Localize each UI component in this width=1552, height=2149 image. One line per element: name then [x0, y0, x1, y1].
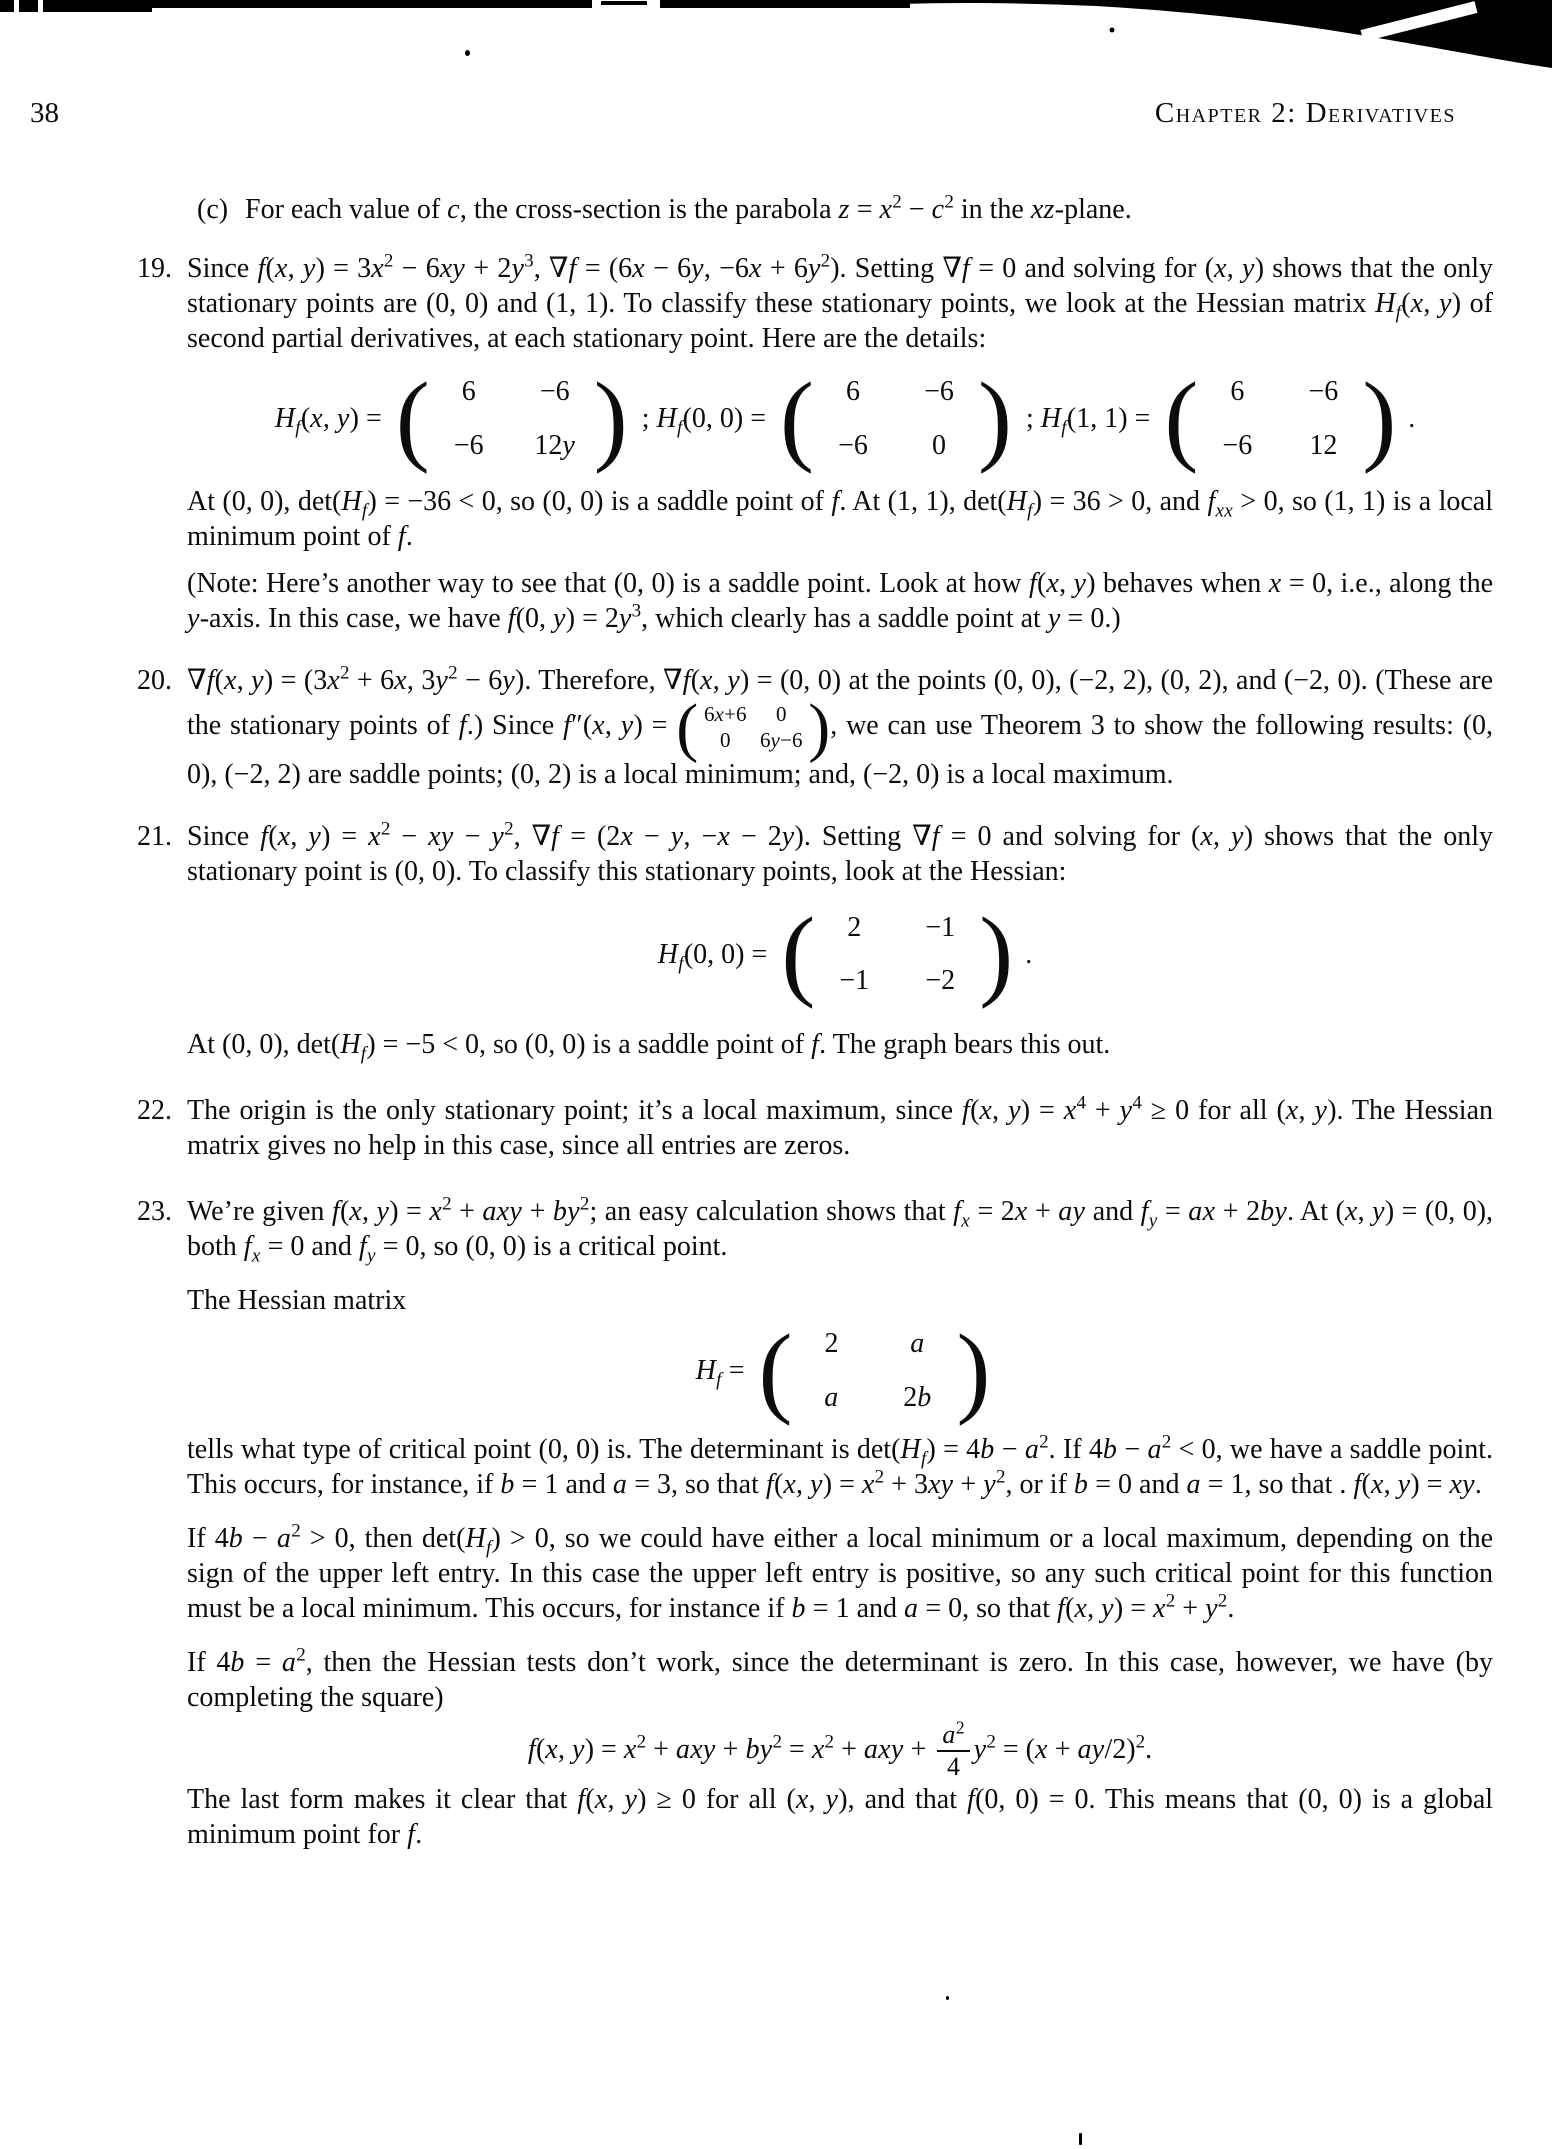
matrix-cell: 6	[461, 376, 476, 408]
item-21-body	[187, 819, 1493, 1093]
item-20	[137, 663, 1493, 792]
item-19-note: (Note: Here’s another way to see that (0, 0) is a saddle point. Look at how f(x, y) behaves when x = 0, i.e., along the y-axis. In this case, we have f(0, $y) = 2y^3$, which clearly has a saddle point at y = 0.)	[187, 567, 1494, 634]
item-c-label: (c)	[197, 194, 229, 225]
left-paren: (	[781, 897, 816, 1011]
left-paren: (	[758, 1313, 793, 1427]
item-23-determinant-text: tells what type of critical point (0, 0) is. The determinant is $\det(H_f) = 4b - a^2$. If $4b - a^2 < 0$, we have a saddle point. This occurs, for instance, if b = 1 and a = 3, so that f(x, $y) = x^2 + 3xy + y^2$, or if b = 0 and a = 1, so that . f(x, y) = xy.	[187, 1431, 1493, 1500]
display-period: .	[1025, 938, 1033, 970]
item-21-classification-text: At (0, 0), $\det(H_f) = -5 < 0$, so (0, 0) is a saddle point of f. The graph bears this out.	[187, 1028, 1111, 1065]
item-19-number: 19.	[137, 253, 172, 284]
matrix-label-1: $H_f(x$, y) =	[274, 403, 382, 439]
matrix-cell: 12y	[534, 429, 576, 461]
item-22-text: The origin is the only stationary point; it’s a local maximum, since f(x, $y) = x^4 + y^4 \ge 0$ for all (x, y). The Hessian matrix gives no help in this case, since all entries are zeros.	[187, 1092, 1494, 1161]
item-23-text: We’re given f(x, $y) = x^2$ + axy + $by^2$; an easy calculation shows that $f_x = 2x$ + ay and $f_y$ = ax + 2by. At (x, y) = (0, 0), both $f_x = 0$ and $f_y = 0$, so (0, 0) is a critical point.	[187, 1193, 1494, 1267]
right-paren: )	[956, 1313, 991, 1427]
item-22-body	[187, 1093, 1493, 1163]
scan-artifact-bar-notch	[38, 0, 43, 12]
hessian-matrix-00	[781, 897, 1014, 1011]
matrix-cell: 0	[932, 429, 947, 461]
item-23-completed-square-equation: f(x, $y) = x^2$ + axy + $by^2 = x^2$ + axy + $\frac{a^2}{4}$ $y^2 = (x + ay/2)^2$.	[527, 1716, 1153, 1782]
item-c	[197, 192, 1493, 227]
matrix-cell: −6	[1308, 376, 1339, 408]
matrix-cell: 12	[1309, 429, 1338, 461]
scan-artifact-bar-notch	[14, 0, 19, 12]
matrix-cell: a	[910, 1328, 925, 1360]
matrix-cell: 6	[846, 376, 861, 408]
item-c-text: For each value of c, the cross-section is the parabola $z = x^2 - c^2$ in the xz-plane.	[245, 191, 1132, 225]
matrix-cell: 6	[1230, 376, 1245, 408]
item-23-number: 23.	[137, 1195, 172, 1227]
matrix-cell: −2	[925, 965, 956, 997]
matrix-label: $H_f$ =	[695, 1355, 745, 1391]
item-19-text: Since f(x, $y) = 3x^2 - 6xy + 2y^3$, ∇f = (6x − 6y, $-6x + 6y^2$). Setting ∇f = 0 and solving for (x, y) shows that the only stationary points are (0, 0) and (1, 1). To classify these stationary points, we look at the Hessian matrix $H_f(x$, y) of second partial derivatives, at each stationary point. Here are the details:	[187, 250, 1494, 354]
scan-speck	[465, 50, 470, 56]
left-paren: (	[780, 362, 815, 475]
hessian-matrix-00	[780, 362, 1012, 475]
scan-speck	[946, 1996, 949, 2000]
item-23-degenerate-text: If $4b = a^2$, then the Hessian tests don’t work, since the determinant is zero. In this case, however, we have (by completing the square)	[187, 1644, 1494, 1713]
item-20-text: ∇f(x, $y) = (3x^2 + 6x$, $3y^2 - 6y$). Therefore, ∇f(x, y) = (0, 0) at the points (0, 0), (−2, 2), (0, 2), and (−2, 0). (These are the stationary points of f.) Since f″(x, y) = ( 6x+6 0 0 6y−6 ) , we can use Theorem 3 to show the following results: (0, 0), (−2, 2) are saddle points; (0, 2) is a local minimum; and, (−2, 0) is a local maximum.	[187, 662, 1494, 791]
item-23	[137, 1194, 1493, 1852]
item-19	[137, 251, 1493, 663]
right-paren: )	[978, 362, 1012, 475]
matrix-label-3: ; $H_f(1$, 1) =	[1025, 403, 1151, 439]
item-23-minimum-text: If $4b - a^2 > 0$, then $\det(H_f) > 0$, so we could have either a local minimum or a local maximum, depending on the sign of the upper left entry. In this case the upper left entry is positive, so any such critical point for this function must be a local minimum. This occurs, for instance if b = 1 and a = 0, so that f(x, $y) = x^2 + y^2$.	[187, 1520, 1493, 1624]
scan-speck	[1079, 2133, 1082, 2145]
item-20-number: 20.	[137, 664, 172, 696]
matrix-cell: a	[824, 1381, 839, 1413]
right-paren: )	[1362, 362, 1397, 475]
left-paren: (	[395, 362, 430, 475]
matrix-cell: 2b	[903, 1381, 932, 1413]
scan-artifact-corner-blob	[900, 0, 1552, 80]
item-21-text: Since f(x, $y) = x^2$ − xy − $y^2$, ∇f = (2x − y, −x − 2y). Setting ∇f = 0 and solving for (x, y) shows that the only stationary point is (0, 0). To classify this stationary points, look at the Hessian:	[187, 818, 1493, 888]
matrix-cell: −6	[1222, 429, 1253, 461]
hessian-matrix-ab	[758, 1313, 991, 1427]
item-23-hessian-intro: The Hessian matrix	[187, 1284, 407, 1316]
item-20-body	[187, 663, 1493, 792]
right-paren: )	[593, 362, 628, 475]
item-22	[137, 1093, 1493, 1163]
item-19-body	[187, 251, 1493, 663]
chapter-header: Chapter 2: Derivatives	[1154, 97, 1456, 129]
matrix-cell: −6	[838, 429, 868, 461]
item-21	[137, 819, 1493, 1093]
item-19-hessian-display	[187, 362, 1493, 475]
hessian-matrix-11	[1164, 362, 1397, 475]
matrix-cell: 2	[824, 1328, 839, 1360]
right-paren: )	[979, 897, 1014, 1011]
item-21-hessian-display	[187, 897, 1493, 1011]
matrix-cell: 2	[847, 911, 862, 943]
scan-artifact-top-bar-segment	[601, 1, 647, 5]
left-paren: (	[1164, 362, 1199, 475]
item-23-body	[187, 1194, 1493, 1852]
page-number: 38	[30, 97, 59, 129]
scan-artifact-top-bar-segment	[660, 0, 910, 8]
hessian-matrix-xy	[395, 362, 628, 475]
display-period: .	[1408, 403, 1416, 435]
item-23-conclusion-text: The last form makes it clear that f(x, y) ≥ 0 for all (x, y), and that f(0, 0) = 0. This means that (0, 0) is a global minimum point for f.	[187, 1783, 1494, 1850]
matrix-cell: −6	[924, 376, 954, 408]
matrix-cell: −6	[539, 376, 570, 408]
page-content	[137, 192, 1493, 1852]
matrix-label: $H_f(0$, 0) =	[657, 938, 768, 975]
item-22-number: 22.	[137, 1094, 172, 1126]
item-19-classification-text: At (0, 0), $\det(H_f) = -36 < 0$, so (0, 0) is a saddle point of f. At (1, 1), $\det(H_f) = 36 > 0$, and $f_{xx} > 0$, so (1, 1) is a local minimum point of f.	[187, 485, 1494, 552]
matrix-cell: −1	[925, 911, 956, 943]
item-21-number: 21.	[137, 821, 172, 853]
matrix-cell: −1	[839, 965, 870, 997]
matrix-label-2: ; $H_f(0$, 0) =	[641, 403, 767, 439]
scan-artifact-top-bar-thick	[0, 0, 152, 12]
item-23-hessian-display	[187, 1313, 1493, 1427]
matrix-cell: −6	[453, 429, 484, 461]
